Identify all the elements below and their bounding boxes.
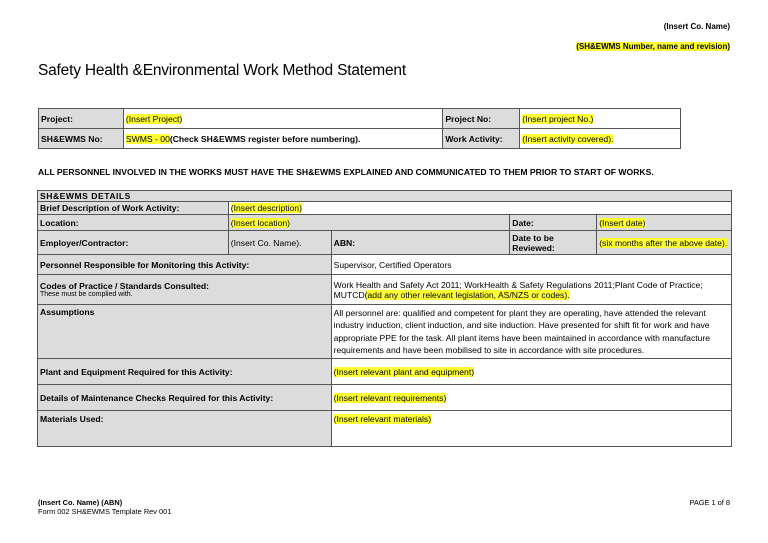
- project-value[interactable]: (Insert Project): [123, 109, 442, 129]
- plant-equipment-label: Plant and Equipment Required for this Activity:: [38, 359, 332, 385]
- swms-no-value[interactable]: SWMS - 00(Check SH&EWMS register before numbering).: [123, 129, 442, 149]
- brief-description-value[interactable]: (Insert description): [228, 202, 731, 215]
- work-activity-value[interactable]: (Insert activity covered).: [520, 129, 681, 149]
- project-no-value[interactable]: (Insert project No.): [520, 109, 681, 129]
- employer-value[interactable]: (Insert Co. Name).: [228, 231, 331, 255]
- footer-left: [38, 498, 171, 516]
- page-number: PAGE 1 of 8: [689, 498, 730, 507]
- footer-company: (Insert Co. Name) (ABN): [38, 498, 123, 507]
- personnel-label: Personnel Responsible for Monitoring this Activity:: [38, 255, 332, 275]
- abn-label: ABN:: [331, 231, 510, 255]
- codes-label: Codes of Practice / Standards Consulted: These must be complied with.: [38, 275, 332, 305]
- company-name-header: (Insert Co. Name): [663, 22, 730, 31]
- project-no-label: Project No:: [443, 109, 520, 129]
- materials-value[interactable]: (Insert relevant materials): [331, 411, 731, 447]
- review-date-label: Date to be Reviewed:: [510, 231, 597, 255]
- swms-no-label: SH&EWMS No:: [39, 129, 124, 149]
- footer-form-id: Form 002 SH&EWMS Template Rev 001: [38, 507, 172, 516]
- assumptions-label: Assumptions: [38, 305, 332, 359]
- review-date-value[interactable]: (six months after the above date).: [597, 231, 732, 255]
- location-label: Location:: [38, 215, 229, 231]
- brief-description-label: Brief Description of Work Activity:: [38, 202, 229, 215]
- details-table: [37, 190, 732, 447]
- swms-reference-text: (SH&EWMS Number, name and revision): [576, 42, 730, 51]
- plant-equipment-value[interactable]: (Insert relevant plant and equipment): [331, 359, 731, 385]
- swms-reference-header: [576, 42, 730, 51]
- materials-label: Materials Used:: [38, 411, 332, 447]
- employer-label: Employer/Contractor:: [38, 231, 229, 255]
- project-label: Project:: [39, 109, 124, 129]
- page-title: Safety Health &Environmental Work Method Statement: [38, 62, 406, 79]
- maintenance-value[interactable]: (Insert relevant requirements): [331, 385, 731, 411]
- codes-value[interactable]: Work Health and Safety Act 2011; WorkHealth & Safety Regulations 2011;Plant Code of Practice; MUTCD(add any other relevant legislation, AS/NZS or codes).: [331, 275, 731, 305]
- details-heading: SH&EWMS DETAILS: [38, 191, 732, 202]
- codes-sub-note: These must be complied with.: [40, 291, 133, 298]
- date-value[interactable]: (Insert date): [597, 215, 732, 231]
- date-label: Date:: [510, 215, 597, 231]
- work-activity-label: Work Activity:: [443, 129, 520, 149]
- all-personnel-notice: ALL PERSONNEL INVOLVED IN THE WORKS MUST HAVE THE SH&EWMS EXPLAINED AND COMMUNICATED TO THEM PRIOR TO START OF WORKS.: [38, 167, 654, 177]
- personnel-value[interactable]: Supervisor, Certified Operators: [331, 255, 731, 275]
- assumptions-value[interactable]: All personnel are: qualified and competent for plant they are operating, have attended the relevant industry induction, client induction, and site induction. Have presented for shift fit for work and have appropriate PPE for the task. All plant items have been maintained in accordance with manufacture requirements and have been mobilised to site in accordance with site procedures.: [331, 305, 731, 359]
- maintenance-label: Details of Maintenance Checks Required for this Activity:: [38, 385, 332, 411]
- project-table: [38, 108, 681, 149]
- location-value[interactable]: (Insert location): [228, 215, 510, 231]
